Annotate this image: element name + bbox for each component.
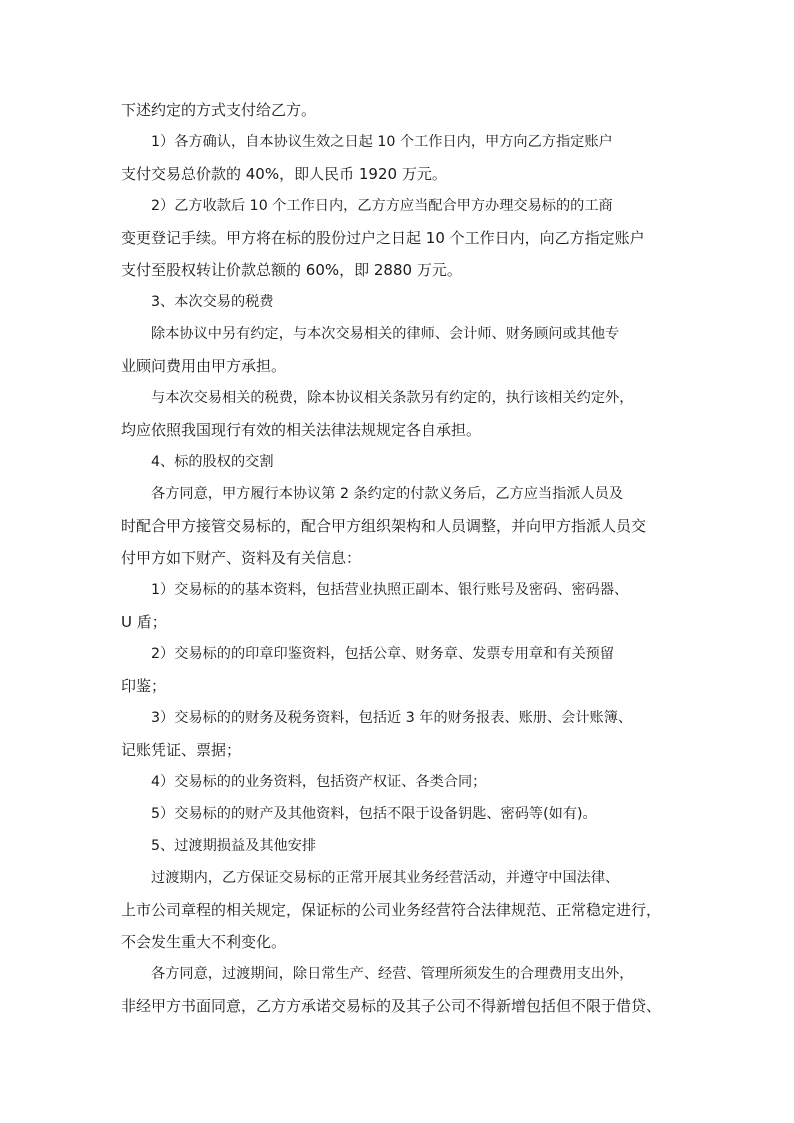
list-item-4: 4）交易标的的业务资料，包括资产权证、各类合同； [151,774,487,790]
body-text-line: 时配合甲方接管交易标的，配合甲方组织架构和人员调整，并向甲方指派人员交 [121,517,647,535]
body-text-line: 均应依照我国现行有效的相关法律法规规定各自承担。 [121,421,482,439]
body-text-line: 下述约定的方式支付给乙方。 [121,101,317,119]
body-text-line: 印鉴； [121,677,167,695]
section-heading: 4、标的股权的交割 [151,454,274,470]
body-text-line: U 盾； [121,613,167,631]
body-text-line: 不会发生重大不利变化。 [121,933,287,951]
body-text-line: 过渡期内，乙方保证交易标的正常开展其业务经营活动，并遵守中国法律、 [151,870,620,886]
section-heading: 3、本次交易的税费 [151,294,274,310]
body-text-line: 各方同意，甲方履行本协议第 2 条约定的付款义务后，乙方应当指派人员及 [151,486,624,502]
body-text-line: 各方同意，过渡期间，除日常生产、经营、管理所须发生的合理费用支出外， [151,966,634,982]
list-item-1: 1）交易标的的基本资料，包括营业执照正副本、银行账号及密码、密码器、 [151,582,629,598]
list-item-2: 2）乙方收款后 10 个工作日内，乙方方应当配合甲方办理交易标的的工商 [151,198,613,214]
body-text-line: 支付交易总价款的 40%，即人民币 1920 万元。 [121,165,447,183]
body-text-line: 与本次交易相关的税费，除本协议相关条款另有约定的，执行该相关约定外， [151,390,634,406]
body-text-line: 付甲方如下财产、资料及有关信息： [121,549,362,567]
body-text-line: 除本协议中另有约定，与本次交易相关的律师、会计师、财务顾问或其他专 [151,326,620,342]
list-item-1: 1）各方确认，自本协议生效之日起 10 个工作日内，甲方向乙方指定账户 [151,134,613,150]
body-text-line: 业顾问费用由甲方承担。 [121,357,287,375]
list-item-3: 3）交易标的的财务及税务资料，包括近 3 年的财务报表、账册、会计账簿、 [151,710,633,726]
section-heading: 5、过渡期损益及其他安排 [151,838,317,854]
list-item-5: 5）交易标的的财产及其他资料，包括不限于设备钥匙、密码等(如有)。 [151,806,597,822]
body-text-line: 变更登记手续。甲方将在标的股份过户之日起 10 个工作日内，向乙方指定账户 [121,229,645,247]
list-item-2: 2）交易标的的印章印鉴资料，包括公章、财务章、发票专用章和有关预留 [151,646,615,662]
body-text-line: 非经甲方书面同意，乙方方承诺交易标的及其子公司不得新增包括但不限于借贷、 [121,997,662,1015]
body-text-line: 上市公司章程的相关规定，保证标的公司业务经营符合法律规范、正常稳定进行， [121,901,662,919]
body-text-line: 支付至股权转让价款总额的 60%，即 2880 万元。 [121,261,462,279]
body-text-line: 记账凭证、票据； [121,741,242,759]
